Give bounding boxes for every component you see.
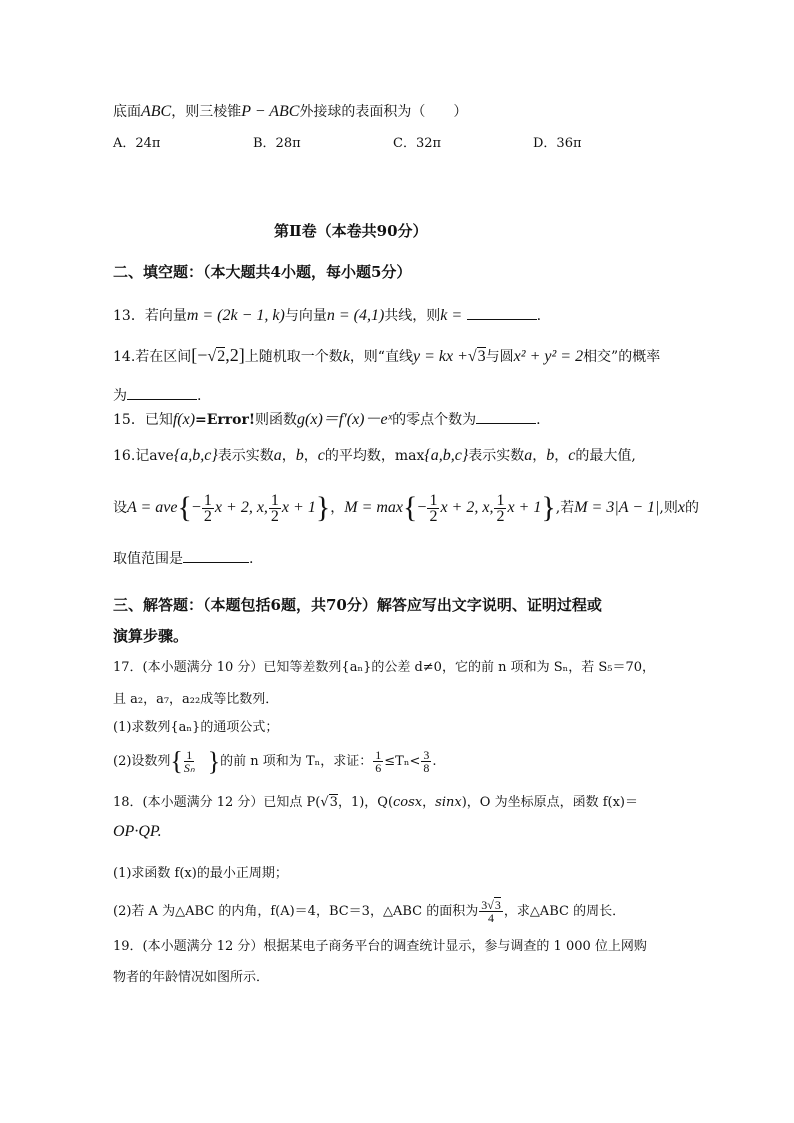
q18-sqrt3: 3 [329, 795, 338, 810]
q14-interval-right: ,2] [225, 345, 245, 365]
q16-then: ,则 [659, 500, 678, 516]
q16-set-2: {a,b,c} [424, 447, 469, 464]
q14-mid3: 与圆 [485, 349, 514, 365]
q16-b-1: b [295, 447, 304, 464]
q14-line2-text: 为 [113, 388, 127, 404]
q14-mid: 上随机取一个数 [244, 349, 343, 365]
q14-sqrt2: 2 [217, 348, 226, 365]
q18-p2-post: ，求△ABC 的周长． [503, 904, 626, 919]
q18-mid: ，1)，Q( [337, 795, 394, 810]
q15-fx: f(x) [172, 411, 196, 428]
q17-line1: 17．(本小题满分 10 分）已知等差数列{aₙ}的公差 d≠0，它的前 n 项和为 Sₙ，若 S₅＝70， [113, 660, 656, 675]
q16-answer-blank[interactable] [183, 548, 249, 563]
q14-interval-left: [− [191, 345, 208, 365]
q12-option-a[interactable]: A．24π [113, 136, 161, 151]
q18-pre: 18．(本小题满分 12 分）已知点 P( [113, 795, 321, 810]
section2-title: 二、填空题：（本大题共4小题，每小题5分） [113, 263, 412, 281]
q13 [113, 305, 541, 326]
q16-c-2: c [568, 447, 576, 464]
q16-m-last: x + 1 [507, 499, 542, 516]
q16-line1: 16.记ave{a,b,c}表示实数a，b，c的平均数，max{a,b,c}表示实数a，b，c的最大值, [113, 447, 636, 464]
q16-ave-label: 16.记ave [113, 448, 174, 464]
q15-num: 15．已知 [113, 412, 173, 428]
q13-answer-blank[interactable] [467, 305, 537, 320]
q16-c-1: c [317, 447, 325, 464]
q18-post: )，O 为坐标原点，函数 f(x)＝ [461, 795, 638, 810]
q16-end2: 的 [684, 500, 699, 516]
q16-m-eq: M = max [344, 499, 404, 516]
q14-mid4: 相交”的概率 [583, 349, 661, 365]
q14-line2 [113, 385, 201, 406]
q13-num: 13．若向量 [113, 308, 187, 324]
q12-option-d[interactable]: D．36π [533, 136, 582, 151]
q12-option-c[interactable]: C．32π [393, 136, 442, 151]
q12-stem-mid: ，则三棱锥 [171, 104, 242, 120]
q18-cosx: cosx [393, 795, 423, 810]
q16-set-1: {a,b,c} [173, 447, 218, 464]
q17-part1: (1)求数列{aₙ}的通项公式； [113, 720, 279, 735]
q18-p2-pre: (2)若 A 为△ABC 的内角，f(A)＝4，BC＝3，△ABC 的面积为 [113, 904, 479, 919]
q16-end1: 的最大值, [575, 448, 636, 464]
q14-sqrt3: 3 [477, 348, 486, 365]
q12-option-b[interactable]: B．28π [253, 136, 301, 151]
q14-end: . [197, 388, 202, 404]
q17-line2: 且 a₂，a₇，a₂₂成等比数列． [113, 692, 279, 707]
q16-range-text: 取值范围是 [113, 551, 183, 567]
q16-line2: 设A = ave{− $\frac{1}{2}$ x + 2, x, $\frac{1}{2}$ x + 1}，M = max{− $\frac{1}{2}$ x + 2, x, $\frac{1}{2}$ x + 1},若M = 3|A − 1|,则x的 [113, 491, 699, 525]
q16-if: ,若 [555, 500, 575, 516]
q15-post: 的零点个数为 [392, 412, 477, 428]
q16-post: 表示实数 [468, 448, 525, 464]
q16-mid: 表示实数 [217, 448, 274, 464]
q18-sinx: sinx [435, 795, 462, 810]
q13-mid: 与向量 [284, 308, 327, 324]
q17-p2-pre: (2)设数列 [113, 754, 171, 769]
q15-end: . [536, 412, 541, 428]
q12-pabc: P − ABC [241, 103, 300, 120]
q19-line2: 物者的年龄情况如图所示． [113, 970, 270, 985]
q14-k: k [342, 348, 350, 365]
q14-line-expr: y = kx + [412, 348, 468, 365]
q17-part2: (2)设数列{ $\frac{1}{\text{Sₙ}}$ }的前 n 项和为 Tₙ，求证： $\frac{1}{6}$ ≤Tₙ< $\frac{3}{8}$ . [113, 746, 437, 776]
q15 [113, 409, 541, 430]
q16-set-word: 设 [113, 500, 127, 516]
q16-a-terms: x + 2, x, [214, 499, 268, 516]
q14-answer-blank[interactable] [127, 385, 197, 400]
q18-part1: (1)求函数 f(x)的最小正周期； [113, 866, 288, 881]
q13-k-expr: k = [440, 307, 463, 324]
q13-end: . [536, 308, 542, 324]
q16-mid2: 的平均数，max [324, 448, 425, 464]
q18-part2: (2)若 A 为△ABC 的内角，f(A)＝4，BC＝3，△ABC 的面积为 $\frac{3√3}{4}$ ，求△ABC 的周长． [113, 898, 626, 925]
q16-x: x [677, 499, 685, 516]
q16-a-last: x + 1 [281, 499, 316, 516]
q16-line3 [113, 548, 253, 569]
q16-b-2: b [546, 447, 555, 464]
q16-end: . [249, 551, 254, 567]
part2-title: 第Ⅱ卷（本卷共90分） [274, 222, 428, 240]
q13-n-expr: n = (4,1) [326, 307, 385, 324]
q16-a-eq: A = ave [127, 499, 178, 516]
q12-abc: ABC [141, 103, 172, 120]
q16-a-1: a [273, 447, 282, 464]
q13-m-expr: m = (2k − 1, k) [186, 307, 285, 324]
q19-line1: 19．(本小题满分 12 分）根据某电子商务平台的调查统计显示，参与调查的 1 000 位上网购 [113, 939, 647, 954]
q14-circle-expr: x² + y² = 2 [513, 348, 584, 365]
section3-title-2: 演算步骤。 [113, 627, 189, 645]
q14-line1: 14.若在区间[−√2,2]上随机取一个数k，则“直线y = kx +√3与圆x² + y² = 2相交”的概率 [113, 345, 661, 365]
q12-stem [113, 102, 467, 122]
q12-stem-pre: 底面 [113, 104, 141, 120]
q15-answer-blank[interactable] [476, 409, 536, 424]
q12-stem-post: 外接球的表面积为（ ） [299, 104, 468, 120]
q17-p2-ineq: ≤Tₙ< [384, 754, 421, 769]
q15-mid: 则函数 [255, 412, 298, 428]
q15-gx: g(x)＝f′(x)－eˣ [297, 411, 393, 428]
q15-error-text: =Error! [195, 412, 256, 428]
q13-post: 共线，则 [384, 308, 441, 324]
q17-p2-mid: 的前 n 项和为 Tₙ，求证： [220, 754, 373, 769]
q14-mid2: ，则“直线 [349, 349, 413, 365]
q18-line1: 18．(本小题满分 12 分）已知点 P(√3，1)，Q(cosx，sinx)，O 为坐标原点，函数 f(x)＝ [113, 795, 638, 810]
q16-condition: M = 3|A − 1| [574, 499, 660, 516]
section3-title-1: 三、解答题：（本题包括6题，共70分）解答应写出文字说明、证明过程或 [113, 596, 602, 614]
q18-vector-product: OP·QP. [113, 823, 162, 840]
q14-num: 14.若在区间 [113, 349, 192, 365]
q16-m-terms: x + 2, x, [440, 499, 494, 516]
q16-a-2: a [524, 447, 533, 464]
